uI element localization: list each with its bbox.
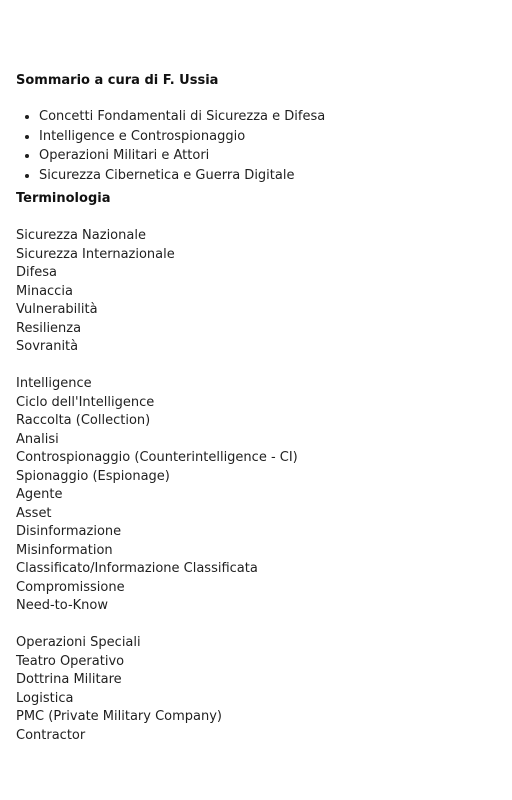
term-item: Minaccia — [16, 283, 73, 299]
term-item: Raccolta (Collection) — [16, 413, 151, 428]
term-item: Operazioni Speciali — [16, 635, 141, 650]
term-item: Spionaggio (Espionage) — [16, 468, 170, 484]
term-item: Controspionaggio (Counterintelligence - CI) — [16, 450, 298, 465]
term-item: Intelligence — [16, 376, 92, 391]
summary-item: • Operazioni Militari e Attori — [39, 146, 496, 166]
term-item: Resilienza — [16, 320, 82, 336]
summary-item: • Concetti Fondamentali di Sicurezza e Difesa — [39, 107, 496, 127]
term-item: Need-to-Know — [16, 598, 108, 613]
term-group-security — [16, 227, 496, 357]
term-item: Analisi — [16, 431, 59, 447]
summary-item: • Intelligence e Controspionaggio — [39, 127, 496, 147]
term-item: Teatro Operativo — [16, 653, 125, 669]
term-item: PMC (Private Military Company) — [16, 709, 222, 724]
term-item: Logistica — [16, 690, 74, 706]
term-item: Ciclo dell'Intelligence — [16, 394, 155, 410]
term-item: Sicurezza Internazionale — [16, 246, 175, 262]
term-item: Compromissione — [16, 579, 125, 595]
term-item: Contractor — [16, 727, 86, 743]
summary-title: Sommario a cura di F. Ussia — [16, 73, 219, 88]
summary-item: • Sicurezza Cibernetica e Guerra Digitale — [39, 166, 496, 186]
term-item: Vulnerabilità — [16, 302, 98, 317]
term-item: Asset — [16, 505, 52, 521]
term-group-operations — [16, 634, 496, 745]
term-item: Agente — [16, 487, 63, 502]
term-item: Sicurezza Nazionale — [16, 228, 146, 243]
term-item: Sovranità — [16, 339, 79, 354]
term-item: Difesa — [16, 265, 57, 280]
term-item: Misinformation — [16, 542, 113, 558]
terminology-title: Terminologia — [16, 191, 111, 206]
term-item: Classificato/Informazione Classificata — [16, 561, 258, 576]
term-item: Disinformazione — [16, 524, 122, 539]
summary-list — [16, 107, 496, 185]
term-group-intelligence — [16, 375, 496, 616]
term-item: Dottrina Militare — [16, 672, 122, 687]
